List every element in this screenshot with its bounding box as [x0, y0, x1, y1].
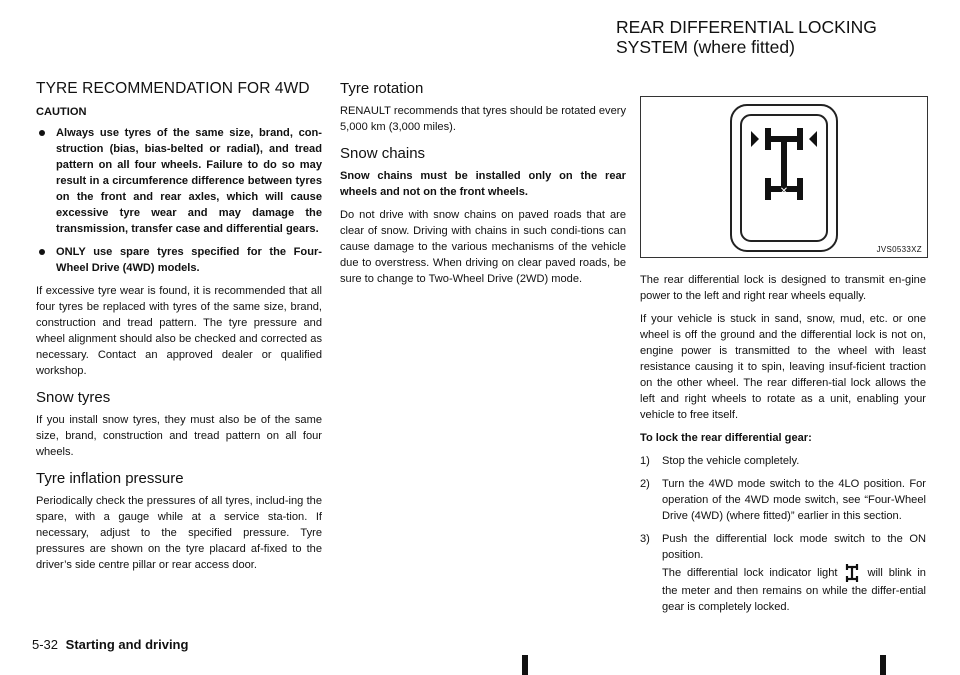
step-number: 2) — [640, 478, 650, 490]
subsection-title-snow-tyres: Snow tyres — [36, 389, 111, 406]
caution-item-text: Always use tyres of the same size, brand, con-struction (bias, bias-belted or radial), and tread pattern on all four wheels. Failure to do so may result in a circumference difference between tyres on the front and rear axles, which will cause excessive tyre wear and may damage the transmission, transfer case and differential gears. — [56, 127, 322, 235]
page-number: 5-32 — [32, 637, 59, 652]
caution-label: CAUTION — [36, 106, 87, 118]
paragraph-chains-warning: Snow chains must be installed only on the rear wheels and not on the front wheels. — [340, 170, 626, 198]
bullet-icon — [39, 130, 45, 136]
paragraph-chains: Do not drive with snow chains on paved roads that are clear of snow. Driving with chains in such condi-tions can cause damage to the various mechanisms of the vehicle due to overstress. When driving on clear paved roads, be sure to change to Two-Wheel Drive (2WD) mode. — [340, 209, 626, 285]
header-title-line1: REAR DIFFERENTIAL LOCKING — [616, 17, 877, 37]
step-number: 1) — [640, 455, 650, 467]
step-item — [640, 453, 926, 469]
step-item — [640, 476, 926, 524]
caution-item — [36, 244, 322, 276]
page-footer — [32, 637, 188, 652]
crop-mark — [880, 655, 886, 675]
column-left — [36, 80, 322, 580]
section-title-tyre-recommendation: TYRE RECOMMENDATION FOR 4WD — [36, 80, 310, 97]
diff-lock-indicator-icon — [841, 563, 863, 583]
crop-mark — [522, 655, 528, 675]
subsection-title-snow-chains: Snow chains — [340, 145, 426, 162]
paragraph-rotation: RENAULT recommends that tyres should be rotated every 5,000 km (3,000 miles). — [340, 105, 626, 133]
step-item — [640, 531, 926, 615]
caution-list — [36, 125, 322, 276]
step-text: Turn the 4WD mode switch to the 4LO position. For operation of the 4WD mode switch, see “Four-Wheel Drive (4WD) (where fitted)” earlier in this section. — [662, 478, 926, 522]
lock-steps-list — [640, 453, 926, 615]
step-note-b: will blink in the meter and then remains on while the differ-ential gear is completely locked. — [662, 566, 926, 613]
column-middle — [340, 80, 626, 294]
diff-lock-switch-illustration — [641, 97, 927, 257]
column-right — [640, 96, 926, 622]
paragraph-diff-lock-explanation: If your vehicle is stuck in sand, snow, mud, etc. or one wheel is off the ground and the differential lock is not on, engine power is transmitted to the wheel with least resistance causing it to spin, leaving insuf-ficient traction on the other wheel. The rear differen-tial lock allows the left and right wheels to rotate as a unit, enabling your vehicle to free itself. — [640, 313, 926, 421]
step-text: Stop the vehicle completely. — [662, 455, 800, 467]
figure-code: JVS0533XZ — [876, 245, 922, 254]
paragraph-snow-tyres: If you install snow tyres, they must also be of the same size, brand, construction and tread pattern on all four wheels. — [36, 414, 322, 458]
bullet-icon — [39, 249, 45, 255]
step-text: Push the differential lock mode switch to the ON position. — [662, 533, 926, 561]
caution-item-text: ONLY use spare tyres specified for the Four-Wheel Drive (4WD) models. — [56, 246, 322, 274]
subsection-title-rotation: Tyre rotation — [340, 80, 424, 97]
page-header — [616, 17, 916, 57]
lock-procedure-heading: To lock the rear differential gear: — [640, 432, 812, 444]
paragraph-inflation: Periodically check the pressures of all tyres, includ-ing the spare, with a gauge while at a service sta-tion. If necessary, adjust to the specified pressure. Tyre pressures are shown on the tyre placard af-fixed to the driver’s side centre pillar or rear access door. — [36, 495, 322, 571]
diff-lock-switch-figure — [640, 96, 928, 258]
subsection-title-inflation: Tyre inflation pressure — [36, 470, 184, 487]
caution-item — [36, 125, 322, 237]
step-number: 3) — [640, 533, 650, 545]
svg-text:✕: ✕ — [779, 186, 789, 197]
paragraph-diff-lock-purpose: The rear differential lock is designed to transmit en-gine power to the left and right rear wheels equally. — [640, 274, 926, 302]
header-title-line2: SYSTEM (where fitted) — [616, 37, 795, 57]
paragraph-tyre-wear: If excessive tyre wear is found, it is recommended that all four tyres be replaced with tyres of the same size, brand, construction and tread pattern. The tyre pressure and wheel alignment should also be checked and corrected as necessary. Contact an approved dealer or qualified workshop. — [36, 285, 322, 377]
step-note-a: The differential lock indicator light — [662, 566, 838, 579]
footer-section-title: Starting and driving — [65, 637, 189, 652]
